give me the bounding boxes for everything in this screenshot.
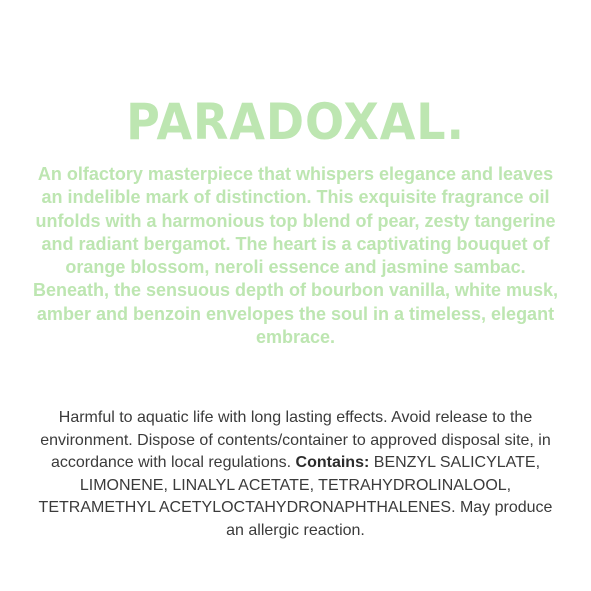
contains-label: Contains: xyxy=(295,454,370,472)
product-title: PARADOXAL. xyxy=(126,92,465,151)
safety-warning xyxy=(36,407,555,543)
contains-ingredients: BENZYL SALICYLATE, LIMONENE, LINALYL ACETATE, TETRAHYDROLINALOOL, TETRAMETHYL ACETYLOCTAHYDRONAPHTHALENES. May produce an allergic reaction. xyxy=(38,454,553,539)
fragrance-description: An olfactory masterpiece that whispers elegance and leaves an indelible mark of distinction. This exquisite fragrance oil unfolds with a harmonious top blend of pear, zesty tangerine and radiant bergamot. The heart is a captivating bouquet of orange blossom, neroli essence and jasmine sambac. Beneath, the sensuous depth of bourbon vanilla, white musk, amber and benzoin envelopes the soul in a timeless, elegant embrace. xyxy=(32,164,559,348)
hazard-statement: Harmful to aquatic life with long lasting effects. Avoid release to the environment. Dispose of contents/container to approved disposal site, in accordance with local regulations. xyxy=(40,409,551,472)
